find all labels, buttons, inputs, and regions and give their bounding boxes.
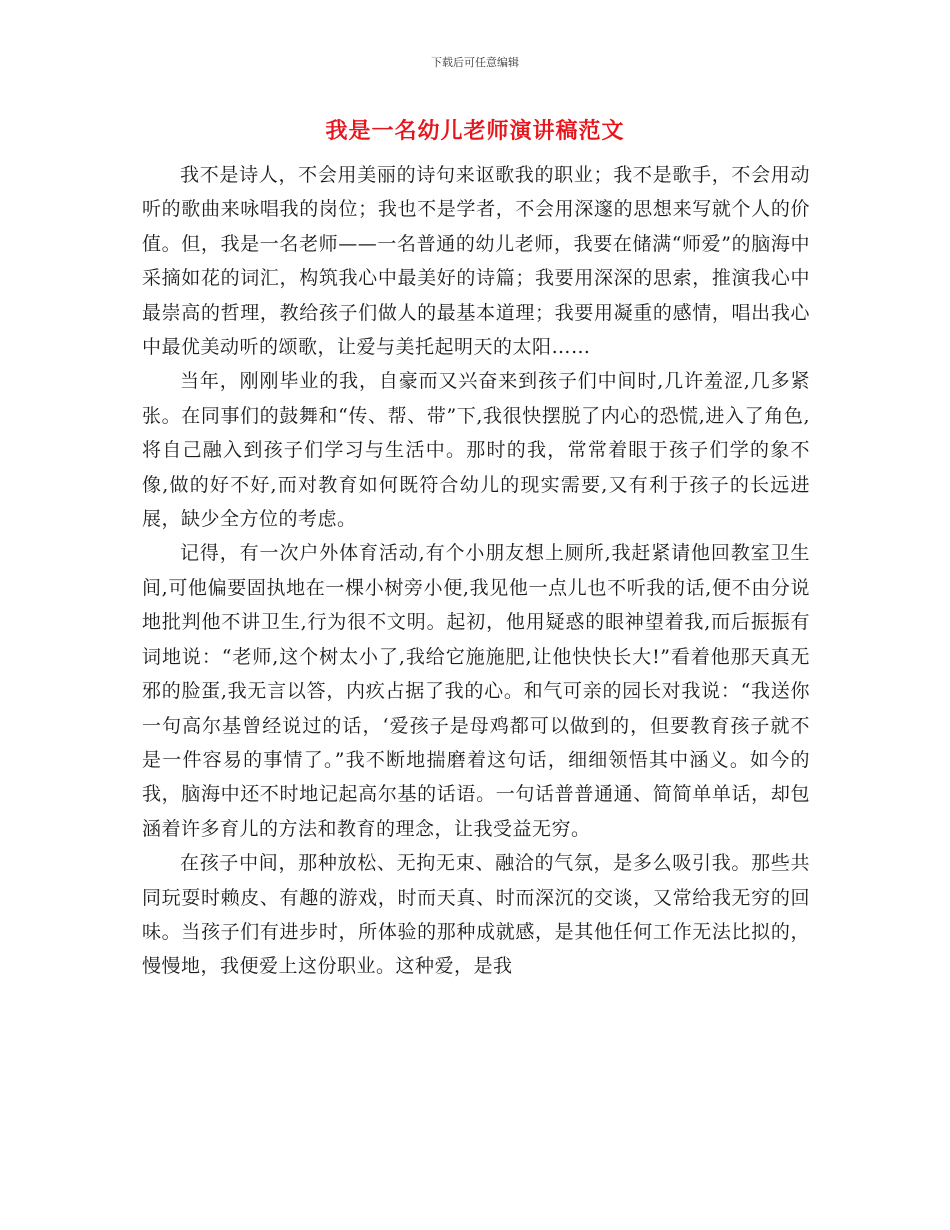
header-note: 下载后可任意编辑 [431,56,519,69]
page-title: 我是一名幼儿老师演讲稿范文 [325,119,625,144]
paragraph-3: 记得，有一次户外体育活动,有个小朋友想上厕所,我赶紧请他回教室卫生间,可他偏要固执地在一棵小树旁小便,我见他一点儿也不听我的话,便不由分说地批判他不讲卫生,行为很不文明。起初，他用疑惑的眼神望着我,而后振振有词地说：“老师,这个树太小了,我给它施施肥,让他快快长大!”看着他那天真无邪的脸蛋,我无言以答，内疚占据了我的心。和气可亲的园长对我说：“我送你一句高尔基曾经说过的话，‘爱孩子是母鸡都可以做到的，但要教育孩子就不是一件容易的事情了。”我不断地揣磨着这句话，细细领悟其中涵义。如今的我，脑海中还不时地记起高尔基的话语。一句话普普通通、简简单单话，却包涵着许多育儿的方法和教育的理念，让我受益无穷。 [142,542,810,840]
paragraph-4: 在孩子中间，那种放松、无拘无束、融洽的气氛，是多么吸引我。那些共同玩耍时赖皮、有趣的游戏，时而天真、时而深沉的交谈，又常给我无穷的回味。当孩子们有进步时，所体验的那种成就感，是其他任何工作无法比拟的，慢慢地，我便爱上这份职业。这种爱，是我 [142,852,810,978]
paragraph-2: 当年，刚刚毕业的我，自豪而又兴奋来到孩子们中间时,几许羞涩,几多紧张。在同事们的鼓舞和“传、帮、带”下,我很快摆脱了内心的恐慌,进入了角色,将自己融入到孩子们学习与生活中。那时的我，常常着眼于孩子们学的象不像,做的好不好,而对教育如何既符合幼儿的现实需要,又有利于孩子的长远进展，缺少全方位的考虑。 [142,370,810,531]
paragraph-1: 我不是诗人，不会用美丽的诗句来讴歌我的职业；我不是歌手，不会用动听的歌曲来咏唱我的岗位；我也不是学者，不会用深邃的思想来写就个人的价值。但，我是一名老师——一名普通的幼儿老师，我要在储满“师爱”的脑海中采摘如花的词汇，构筑我心中最美好的诗篇；我要用深深的思索，推演我心中最崇高的哲理，教给孩子们做人的最基本道理；我要用凝重的感情，唱出我心中最优美动听的颂歌，让爱与美托起明天的太阳…… [142,164,810,359]
document-body [142,158,810,984]
